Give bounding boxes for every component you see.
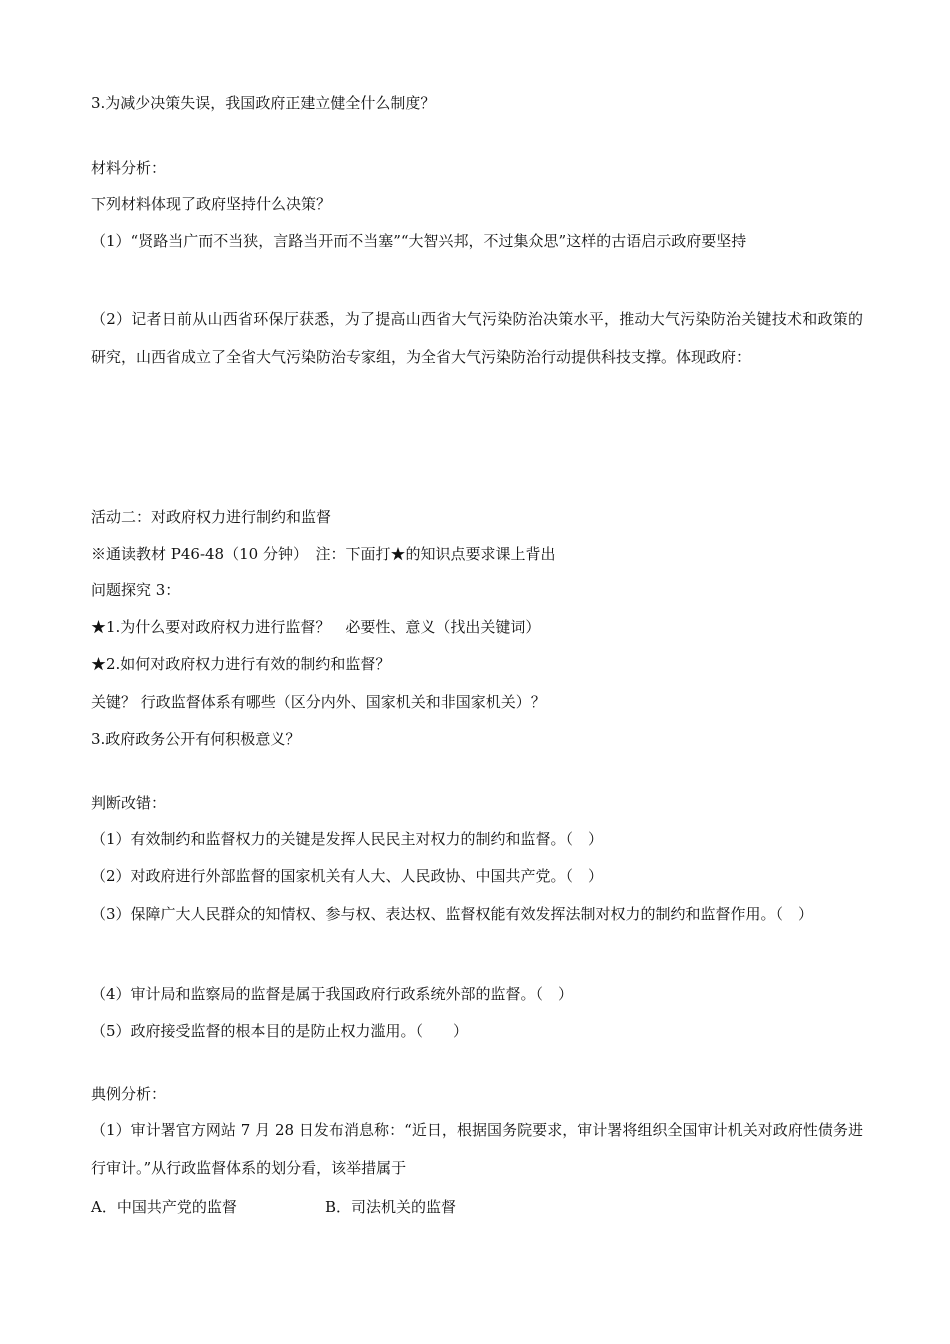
activity-2-title: 活动二：对政府权力进行制约和监督: [91, 508, 332, 526]
inquiry-3-heading: 问题探究 3：: [91, 581, 181, 599]
material-question: 下列材料体现了政府坚持什么决策？: [91, 195, 332, 213]
example-item-1: （1）审计署官方网站 7 月 28 日发布消息称：“近日，根据国务院要求，审计署将组织全国审计机关对政府性债务进行审计。”从行政监督体系的划分看，该举措属于: [91, 1121, 863, 1177]
reading-note: ※通读教材 P46-48（10 分钟） 注：下面打★的知识点要求课上背出: [91, 545, 556, 563]
material-analysis-heading: 材料分析：: [91, 159, 167, 177]
star-question-2: ★2.如何对政府权力进行有效的制约和监督？: [91, 655, 391, 673]
judge-item-2: （2）对政府进行外部监督的国家机关有人大、人民政协、中国共产党。（ ）: [91, 867, 604, 885]
judge-item-4: （4）审计局和监察局的监督是属于我国政府行政系统外部的监督。（ ）: [91, 985, 574, 1003]
star-question-1: ★1.为什么要对政府权力进行监督？ 必要性、意义（找出关键词）: [91, 618, 541, 636]
judge-item-5: （5）政府接受监督的根本目的是防止权力滥用。（ ）: [91, 1022, 469, 1040]
option-b: B．司法机关的监督: [325, 1198, 457, 1216]
material-item-1: （1）“贤路当广而不当狭，言路当开而不当塞”“大智兴邦，不过集众思”这样的古语启示政府要坚持: [91, 232, 747, 250]
judge-correct-heading: 判断改错：: [91, 794, 167, 812]
document-page: [91, 0, 863, 1344]
material-item-2: （2）记者日前从山西省环保厅获悉，为了提高山西省大气污染防治决策水平，推动大气污染防治关键技术和政策的研究，山西省成立了全省大气污染防治专家组，为全省大气污染防治行动提供科技支撑。体现政府：: [91, 310, 863, 366]
question-decision-system: 3.为减少决策失误，我国政府正建立健全什么制度？: [91, 94, 436, 112]
key-question: 关键？ 行政监督体系有哪些（区分内外、国家机关和非国家机关）？: [91, 693, 546, 711]
judge-item-3: （3）保障广大人民群众的知情权、参与权、表达权、监督权能有效发挥法制对权力的制约和监督作用。（ ）: [91, 905, 814, 923]
example-analysis-heading: 典例分析：: [91, 1085, 167, 1103]
option-a: A．中国共产党的监督: [91, 1198, 237, 1216]
judge-item-1: （1）有效制约和监督权力的关键是发挥人民民主对权力的制约和监督。（ ）: [91, 830, 604, 848]
question-government-openness: 3.政府政务公开有何积极意义？: [91, 730, 301, 748]
